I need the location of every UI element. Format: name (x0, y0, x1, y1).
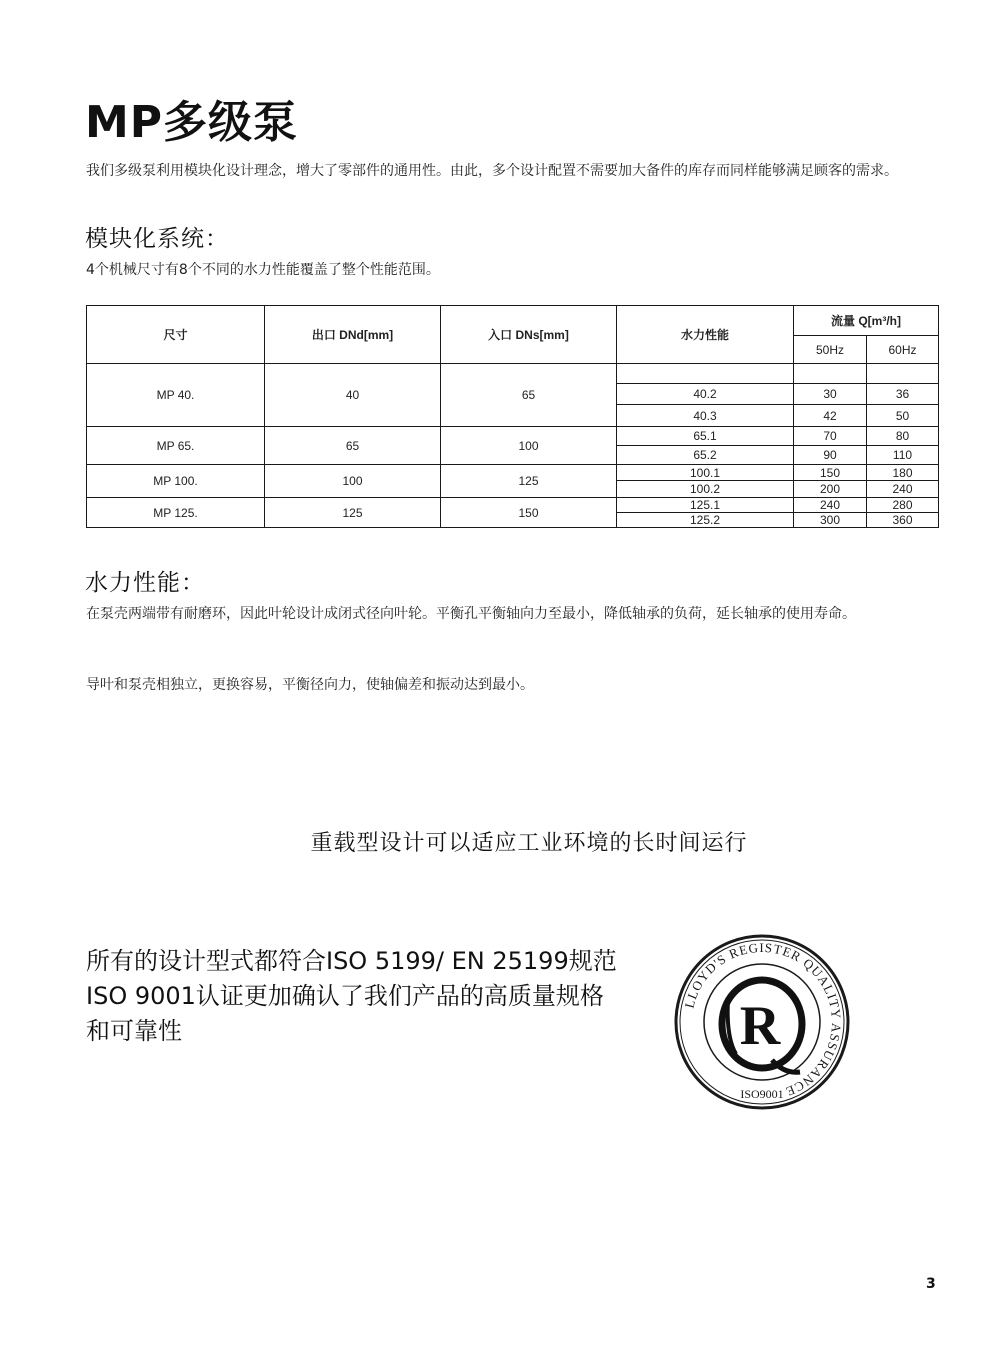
outlet-cell: 40 (265, 364, 441, 427)
slogan: 重载型设计可以适应工业环境的长时间运行 (310, 831, 748, 856)
table-row (87, 427, 939, 446)
size-cell: MP 40. (87, 364, 265, 427)
flow-50hz-cell: 30 (794, 384, 867, 405)
hydraulic-paragraph-1: 在泵壳两端带有耐磨环，因此叶轮设计成闭式径向叶轮。平衡孔平衡轴向力至最小，降低轴承的负荷，延长轴承的使用寿命。 (86, 606, 856, 622)
flow-50hz-cell: 200 (794, 481, 867, 498)
flow-50hz-cell: 240 (794, 498, 867, 513)
table-row (87, 465, 939, 481)
seal-ring-text: LLOYD'S REGISTER QUALITY ASSURANCE (681, 939, 845, 1100)
hydraulic-cell: 100.2 (617, 481, 794, 498)
flow-60hz-cell: 180 (867, 465, 939, 481)
hydraulic-cell: 100.1 (617, 465, 794, 481)
hydraulic-cell: 65.2 (617, 446, 794, 465)
modular-system-subtitle: 4个机械尺寸有8个不同的水力性能覆盖了整个性能范围。 (86, 262, 440, 278)
table-row (87, 498, 939, 513)
header-inlet: 入口 DNs[mm] (441, 306, 617, 364)
size-cell: MP 100. (87, 465, 265, 498)
hydraulic-cell: 40.2 (617, 384, 794, 405)
inlet-cell: 65 (441, 364, 617, 427)
flow-50hz-cell: 300 (794, 513, 867, 528)
size-cell: MP 65. (87, 427, 265, 465)
flow-60hz-cell: 240 (867, 481, 939, 498)
flow-50hz-cell: 90 (794, 446, 867, 465)
header-hydraulic: 水力性能 (617, 306, 794, 364)
hydraulic-cell: 65.1 (617, 427, 794, 446)
outlet-cell: 100 (265, 465, 441, 498)
outlet-cell: 125 (265, 498, 441, 528)
page-title: MP多级泵 (85, 97, 299, 148)
hydraulic-paragraph-2: 导叶和泵壳相独立，更换容易，平衡径向力，使轴偏差和振动达到最小。 (86, 677, 534, 693)
inlet-cell: 125 (441, 465, 617, 498)
outlet-cell: 65 (265, 427, 441, 465)
seal-r-letter: R (739, 995, 781, 1057)
flow-60hz-cell (867, 364, 939, 384)
intro-paragraph: 我们多级泵利用模块化设计理念，增大了零部件的通用性。由此，多个设计配置不需要加大备件的库存而同样能够满足顾客的需求。 (86, 163, 898, 179)
flow-60hz-cell: 80 (867, 427, 939, 446)
flow-50hz-cell: 150 (794, 465, 867, 481)
table-row (87, 364, 939, 384)
hydraulic-cell: 40.3 (617, 405, 794, 427)
header-60hz: 60Hz (867, 336, 939, 364)
header-outlet: 出口 DNd[mm] (265, 306, 441, 364)
inlet-cell: 100 (441, 427, 617, 465)
flow-50hz-cell (794, 364, 867, 384)
flow-60hz-cell: 110 (867, 446, 939, 465)
seal-iso-text: ISO9001 (740, 1087, 784, 1101)
pump-spec-table (86, 305, 939, 528)
hydraulic-cell: 125.1 (617, 498, 794, 513)
hydraulic-cell: 125.2 (617, 513, 794, 528)
table-header-row (87, 306, 939, 336)
page-number: 3 (926, 1276, 936, 1292)
flow-60hz-cell: 360 (867, 513, 939, 528)
hydraulic-performance-heading: 水力性能： (85, 570, 205, 596)
header-flow: 流量 Q[m³/h] (794, 306, 939, 336)
certification-text: 所有的设计型式都符合ISO 5199/ EN 25199规范ISO 9001认证更加确认了我们产品的高质量规格和可靠性 (86, 947, 617, 1045)
flow-60hz-cell: 50 (867, 405, 939, 427)
modular-system-heading: 模块化系统： (85, 226, 229, 252)
hydraulic-cell (617, 364, 794, 384)
header-50hz: 50Hz (794, 336, 867, 364)
flow-60hz-cell: 280 (867, 498, 939, 513)
flow-60hz-cell: 36 (867, 384, 939, 405)
header-size: 尺寸 (87, 306, 265, 364)
lloyds-register-seal (672, 932, 852, 1112)
size-cell: MP 125. (87, 498, 265, 528)
flow-50hz-cell: 42 (794, 405, 867, 427)
inlet-cell: 150 (441, 498, 617, 528)
flow-50hz-cell: 70 (794, 427, 867, 446)
